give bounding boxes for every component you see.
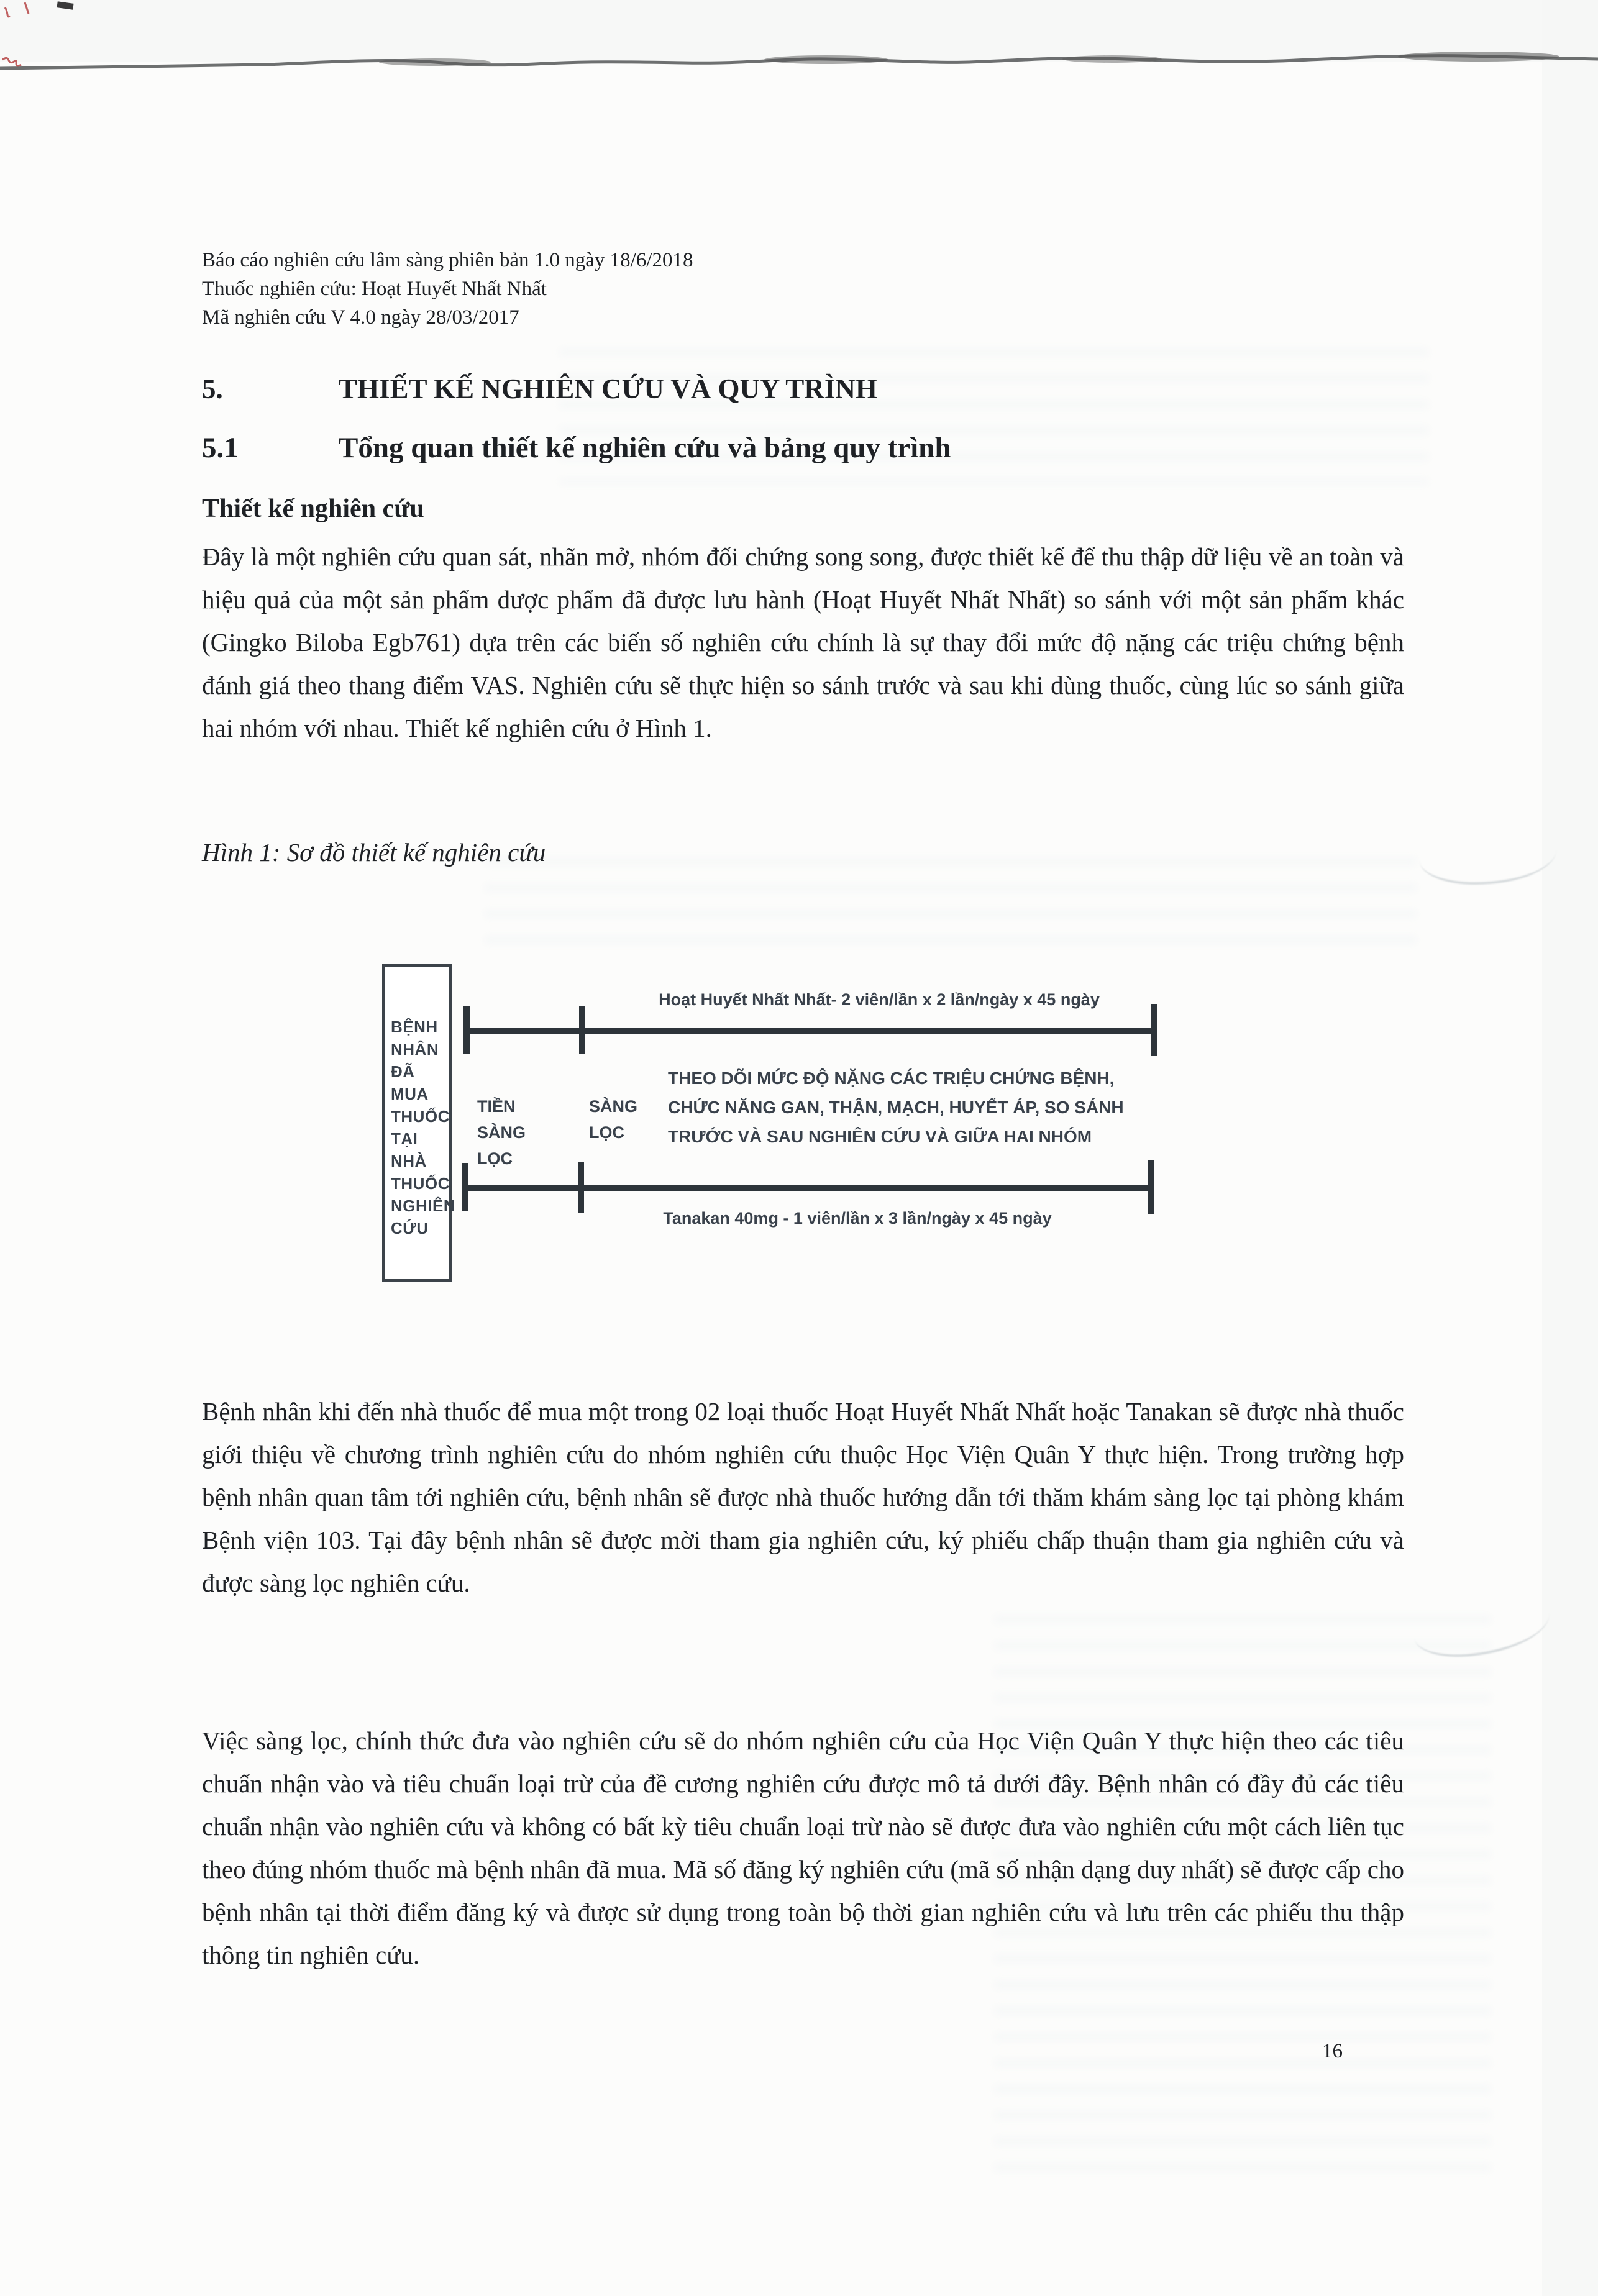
section-5-1-number: 5.1 xyxy=(202,432,239,464)
timeline-tick-end xyxy=(1151,1004,1157,1056)
patient-box-line: MUA xyxy=(391,1085,429,1103)
header-line-study-drug: Thuốc nghiên cứu: Hoạt Huyết Nhất Nhất xyxy=(202,278,547,300)
section-5-1-heading xyxy=(202,431,951,465)
timeline-tick-start xyxy=(463,1006,470,1054)
scan-artifact-page-curl-bottom xyxy=(1411,1590,1553,1662)
patient-box-line: CỨU xyxy=(391,1219,429,1237)
patient-box-line: NGHIÊN xyxy=(391,1196,456,1215)
page-number: 16 xyxy=(1322,2040,1343,2062)
scan-bleedthrough-patch xyxy=(485,857,1417,957)
top-timeline xyxy=(466,1028,1156,1034)
figure-1-caption: Hình 1: Sơ đồ thiết kế nghiên cứu xyxy=(202,838,546,867)
patient-box-line: TẠI xyxy=(391,1129,418,1148)
patient-box xyxy=(382,964,456,1282)
timeline-tick-screening xyxy=(578,1162,584,1213)
section-5-heading xyxy=(202,373,877,405)
paragraph-screening-enrollment: Việc sàng lọc, chính thức đưa vào nghiên cứu sẽ do nhóm nghiên cứu của Học Viện Quân Y thực hiện theo các tiêu chuẩn nhận vào và tiêu chuẩn loại trừ của đề cương nghiên cứu được mô tả dưới đây. Bệnh nhân có đầy đủ các tiêu chuẩn nhận vào nghiên cứu và không có bất kỳ tiêu chuẩn loại trừ nào sẽ được đưa vào nghiên cứu một cách liên tục theo đúng nhóm thuốc mà bệnh nhân đã mua. Mã số đăng ký nghiên cứu (mã số nhận dạng duy nhất) sẽ được cấp cho bệnh nhân tại thời điểm đăng ký và được sử dụng trong toàn bộ thời gian nghiên cứu và lưu trên các phiếu thu thập thông tin nghiên cứu. xyxy=(202,1726,1404,1969)
paragraph-recruitment: Bệnh nhân khi đến nhà thuốc để mua một trong 02 loại thuốc Hoạt Huyết Nhất Nhất hoặc Tanakan sẽ được nhà thuốc giới thiệu về chương trình nghiên cứu do nhóm nghiên cứu thuộc Học Viện Quân Y thực hiện. Trong trường hợp bệnh nhân quan tâm tới nghiên cứu, bệnh nhân sẽ được nhà thuốc hướng dẫn tới thăm khám sàng lọc tại phòng khám Bệnh viện 103. Tại đây bệnh nhân sẽ được mời tham gia nghiên cứu, ký phiếu chấp thuận tham gia nghiên cứu và được sàng lọc nghiên cứu. xyxy=(202,1397,1404,1597)
timeline-tick-start xyxy=(462,1163,468,1211)
section-5-title: THIẾT KẾ NGHIÊN CỨU VÀ QUY TRÌNH xyxy=(339,373,877,404)
scan-top-margin xyxy=(0,0,1598,62)
section-5-number: 5. xyxy=(202,373,223,404)
timeline-tick-end xyxy=(1148,1160,1154,1214)
screening-label: SÀNG LỌC xyxy=(589,1097,638,1142)
scan-artifact-page-curl-top xyxy=(1420,826,1556,885)
paragraph-study-design: Đây là một nghiên cứu quan sát, nhãn mở, nhóm đối chứng song song, được thiết kế để thu thập dữ liệu về an toàn và hiệu quả của một sản phẩm dược phẩm đã được lưu hành (Hoạt Huyết Nhất Nhất) so sánh với một sản phẩm khác (Gingko Biloba Egb761) dựa trên các biến số nghiên cứu chính là sự thay đổi mức độ nặng các triệu chứng bệnh đánh giá theo thang điểm VAS. Nghiên cứu sẽ thực hiện so sánh trước và sau khi dùng thuốc, cùng lúc so sánh giữa hai nhóm với nhau. Thiết kế nghiên cứu ở Hình 1. xyxy=(202,542,1404,742)
patient-box-line: THUỐC xyxy=(391,1174,450,1193)
header-line-study-code: Mã nghiên cứu V 4.0 ngày 28/03/2017 xyxy=(202,306,519,329)
top-arm-label: Hoạt Huyết Nhất Nhất- 2 viên/lần x 2 lần/ngày x 45 ngày xyxy=(659,990,1100,1009)
patient-box-line: ĐÃ xyxy=(391,1062,415,1081)
scan-right-edge-tint xyxy=(1542,0,1598,2296)
patient-box-line: THUỐC xyxy=(391,1107,450,1126)
bottom-timeline xyxy=(465,1185,1153,1191)
section-5-1-title: Tổng quan thiết kế nghiên cứu và bảng quy trình xyxy=(339,432,951,464)
pre-screening-label: TIỀN SÀNG LỌC xyxy=(477,1097,526,1168)
patient-box-line: NHÀ xyxy=(391,1152,427,1170)
patient-box-line: BỆNH xyxy=(391,1018,438,1036)
patient-box-line: NHÂN xyxy=(391,1040,439,1059)
header-line-report-version: Báo cáo nghiên cứu lâm sàng phiên bản 1.0 ngày 18/6/2018 xyxy=(202,249,693,271)
bottom-arm-label: Tanakan 40mg - 1 viên/lần x 3 lần/ngày x 45 ngày xyxy=(663,1209,1052,1228)
monitoring-description: THEO DÕI MỨC ĐỘ NẶNG CÁC TRIỆU CHỨNG BỆNH, CHỨC NĂNG GAN, THẬN, MẠCH, HUYẾT ÁP, SO SÁNH TRƯỚC VÀ SAU NGHIÊN CỨU VÀ GIỮA HAI NHÓM xyxy=(668,1068,1124,1146)
timeline-tick-screening xyxy=(579,1006,585,1054)
document-header xyxy=(202,246,693,332)
study-design-subheading: Thiết kế nghiên cứu xyxy=(202,494,424,523)
